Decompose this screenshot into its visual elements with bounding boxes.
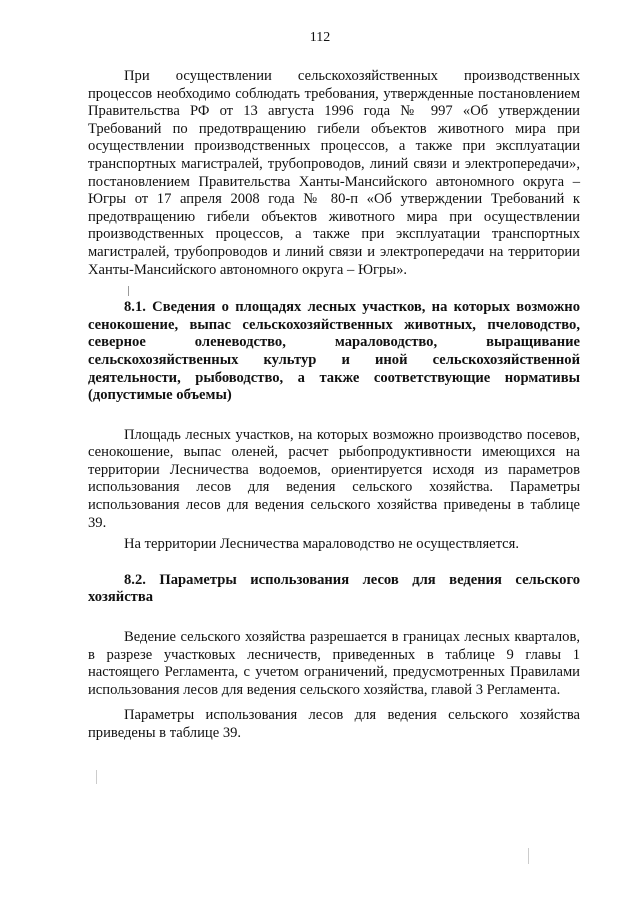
intro-paragraph: При осуществлении сельскохозяйственных производственных процессов необходимо соблюдать требования, утвержденные постановлением Правительства РФ от 13 августа 1996 года № 997 «Об утверждении Требований по предотвращению гибели объектов животного мира при осуществлении производственных процессов, а также при эксплуатации транспортных магистралей, трубопроводов, линий связи и электропередачи», постановлением Правительства Ханты-Мансийского автономного округа – Югры от 17 апреля 2008 года № 80-п «Об утверждении Требований к предотвращению гибели объектов животного мира при осуществлении производственных процессов, а также при эксплуатации транспортных магистралей, трубопроводов и линий связи и электропередачи на территории Ханты-Мансийского автономного округа – Югры». xyxy=(88,68,580,278)
section-8-1-heading: 8.1. Сведения о площадях лесных участков, на которых возможно сенокошение, выпас сельскохозяйственных животных, пчеловодство, северное оленеводство, мараловодство, выращивание сельскохозяйственных культур и иной сельскохозяйственной деятельности, рыбоводство, а также соответствующие нормативы (допустимые объемы) xyxy=(88,299,580,404)
section-8-1-paragraph-2: На территории Лесничества мараловодство не осуществляется. xyxy=(124,536,520,553)
section-8-2-paragraph-2: Параметры использования лесов для ведения сельского хозяйства приведены в таблице 39. xyxy=(88,707,580,741)
page-content xyxy=(88,68,580,743)
scan-mark xyxy=(96,770,97,784)
scan-mark xyxy=(128,286,129,296)
section-8-1-paragraph-1: Площадь лесных участков, на которых возможно производство посевов, сенокошение, выпас оленей, расчет рыбопродуктивности имеющихся на территории Лесничества водоемов, ориентируется исходя из параметров использования лесов для ведения сельского хозяйства. Параметры использования лесов для ведения сельского хозяйства приведены в таблице 39. xyxy=(88,426,580,531)
section-8-2-paragraph-1: Ведение сельского хозяйства разрешается в границах лесных кварталов, в разрезе участковых лесничеств, приведенных в таблице 9 главы 1 настоящего Регламента, с учетом ограничений, предусмотренных Правилами использования лесов для ведения сельского хозяйства, главой 3 Регламента. xyxy=(88,629,580,698)
page-number: 112 xyxy=(309,30,331,45)
scan-mark xyxy=(528,848,529,864)
section-8-2-heading: 8.2. Параметры использования лесов для ведения сельского хозяйства xyxy=(88,571,580,606)
